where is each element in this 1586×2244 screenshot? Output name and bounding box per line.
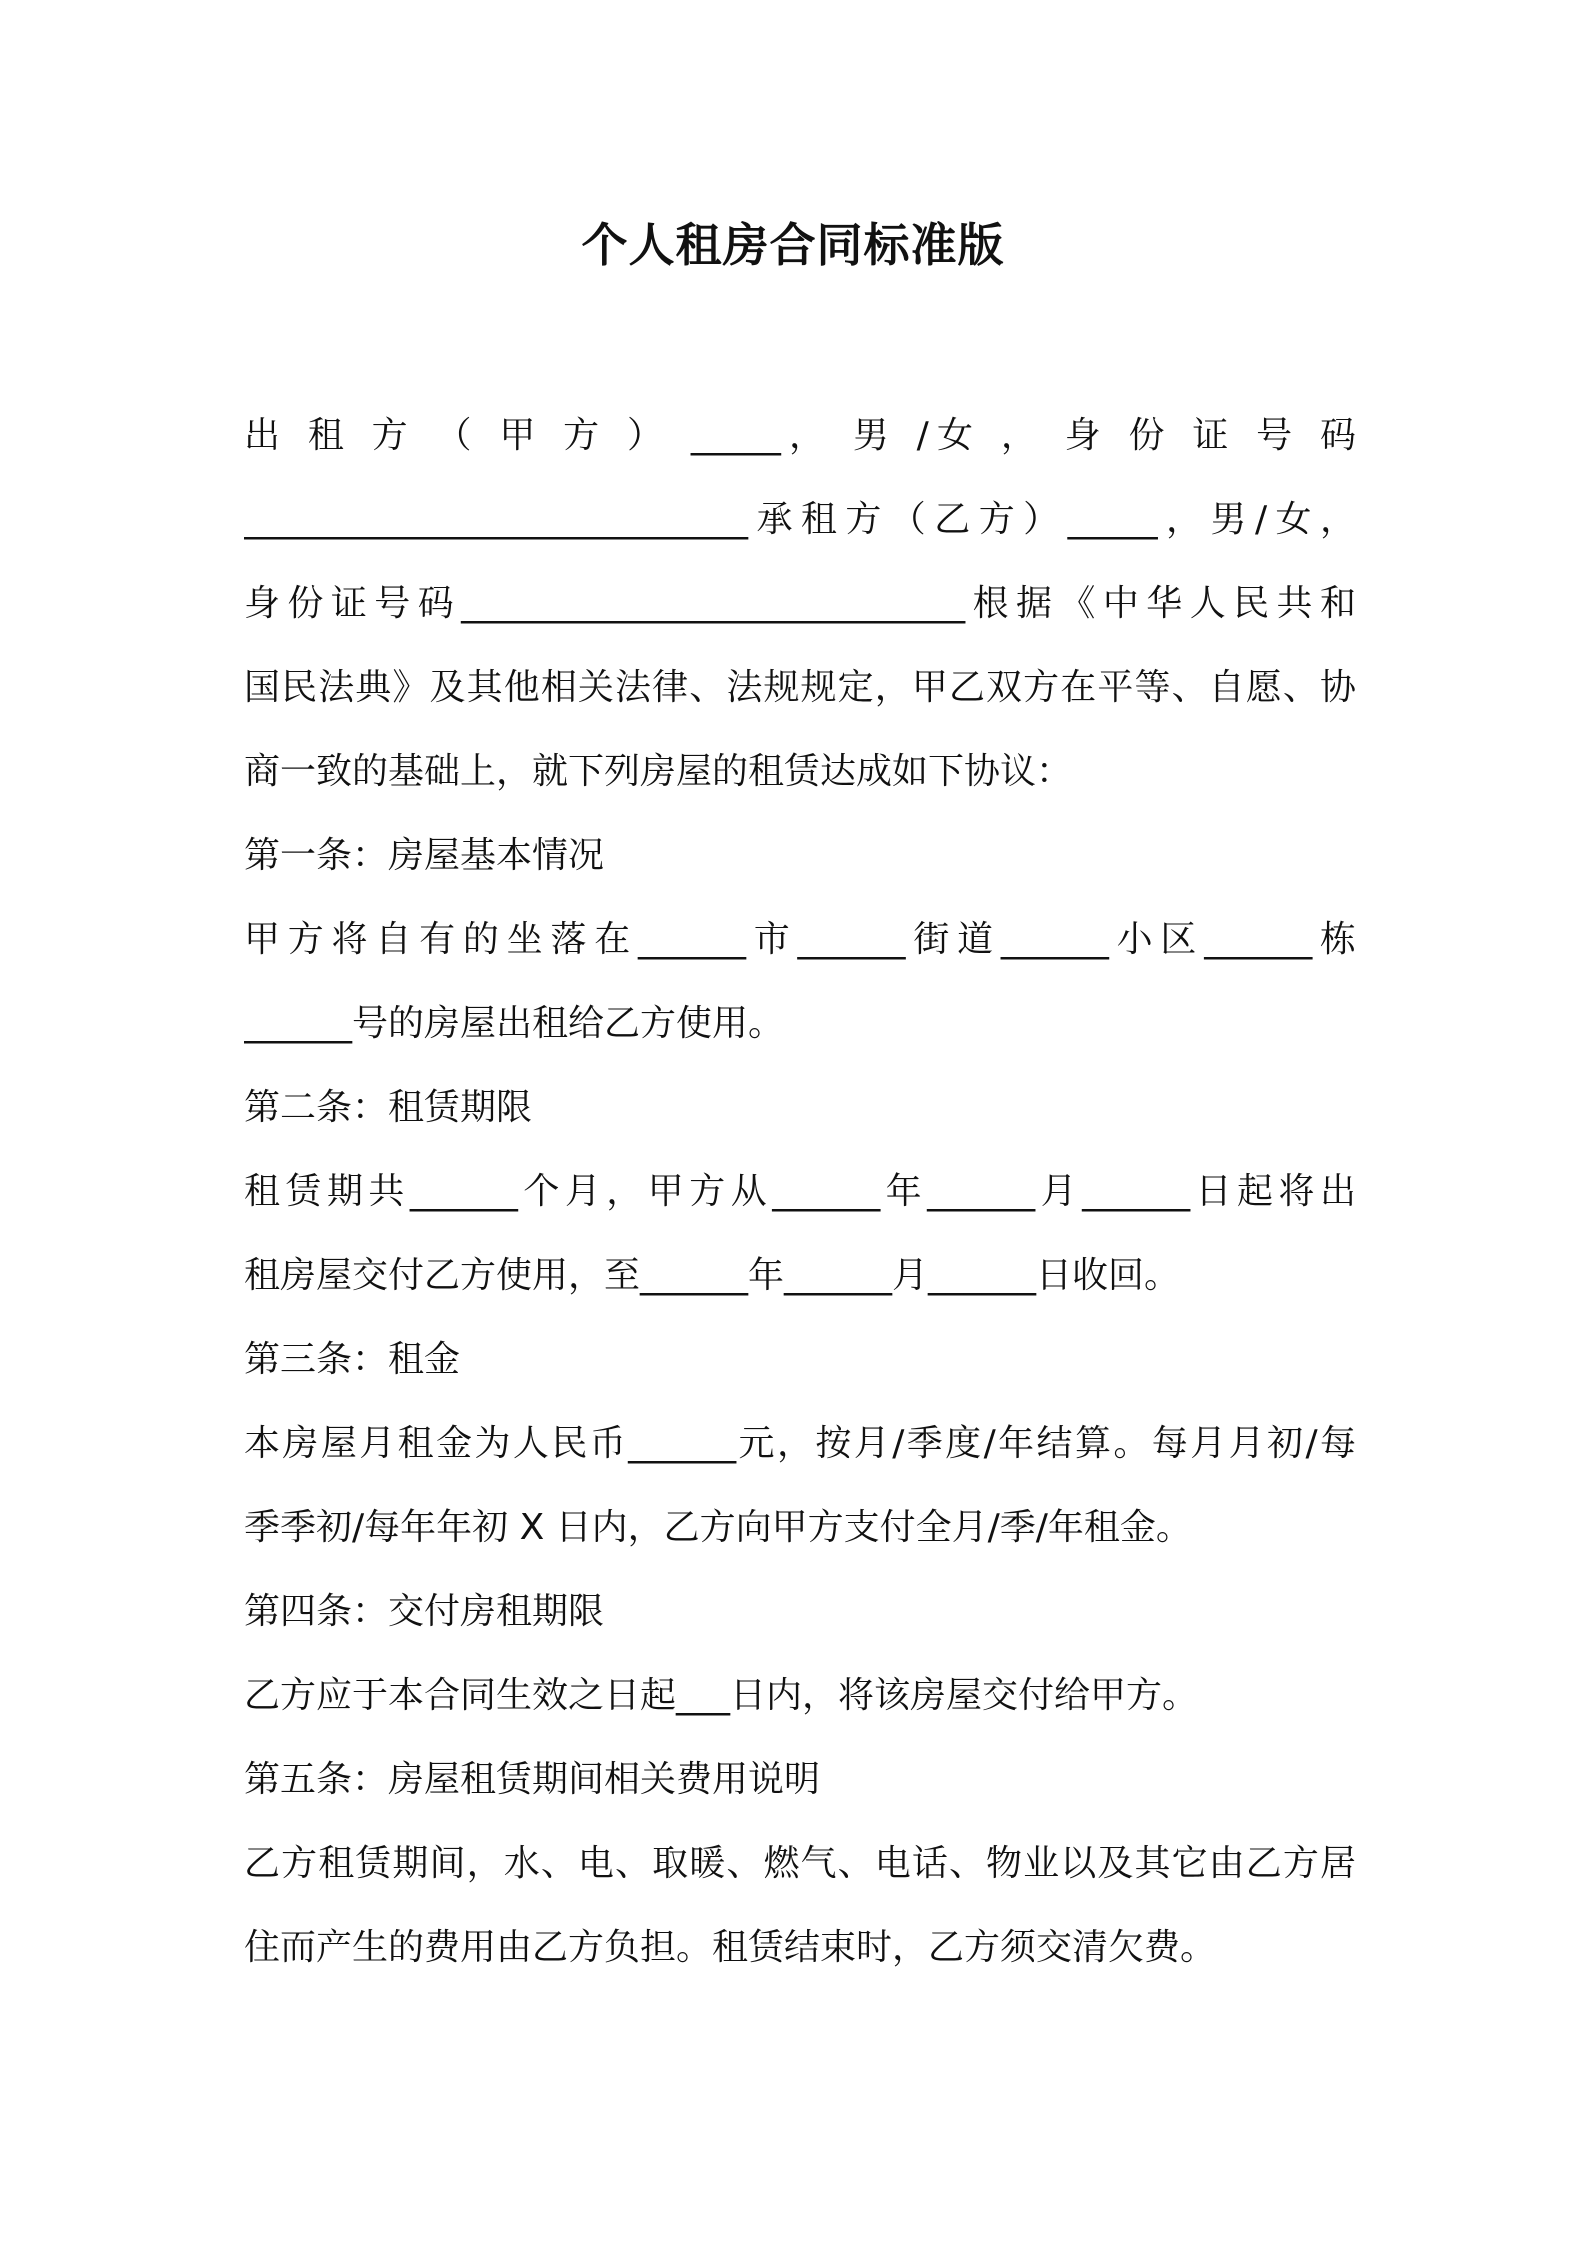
preamble-end-line: 商一致的基础上，就下列房屋的租赁达成如下协议： bbox=[244, 751, 1073, 792]
article-3-text: 本房屋月租金为人民币______元，按月/季度/年结算。每月月初/每 bbox=[244, 1423, 1356, 1464]
document-title: 个人租房合同标准版 bbox=[581, 218, 1005, 272]
party-a-line: 出 租 方 （ 甲 方 ） _____， 男 /女 ， 身 份 证 号 码 bbox=[244, 415, 1356, 456]
article-2-text: 租赁期共______个月，甲方从______年______月______日起将出 bbox=[244, 1171, 1356, 1212]
article-4-text: 乙方应于本合同生效之日起___日内，将该房屋交付给甲方。 bbox=[244, 1675, 1199, 1716]
article-5-heading: 第五条：房屋租赁期间相关费用说明 bbox=[244, 1759, 821, 1800]
article-3-text-end: 季季初/每年年初 X 日内，乙方向甲方支付全月/季/年租金。 bbox=[244, 1507, 1192, 1548]
article-2-text-end: 租房屋交付乙方使用，至______年______月______日收回。 bbox=[244, 1255, 1181, 1296]
party-b-line: ____________________________承租方（乙方）_____，男/女， bbox=[244, 499, 1356, 540]
article-1-text: 甲方将自有的坐落在______市______街道______小区______栋 bbox=[244, 919, 1356, 960]
party-b-id-line: 身份证号码____________________________根据《中华人民共和 bbox=[244, 583, 1356, 624]
article-3-heading: 第三条：租金 bbox=[244, 1339, 461, 1380]
article-2-heading: 第二条：租赁期限 bbox=[244, 1087, 533, 1128]
article-5-text-end: 住而产生的费用由乙方负担。租赁结束时，乙方须交清欠费。 bbox=[244, 1927, 1217, 1968]
article-4-heading: 第四条：交付房租期限 bbox=[244, 1591, 605, 1632]
preamble-line: 国民法典》及其他相关法律、法规规定，甲乙双方在平等、自愿、协 bbox=[244, 667, 1356, 708]
article-1-text-end: ______号的房屋出租给乙方使用。 bbox=[244, 1003, 785, 1044]
document-body bbox=[244, 394, 1356, 1990]
article-1-heading: 第一条：房屋基本情况 bbox=[244, 835, 605, 876]
article-5-text: 乙方租赁期间，水、电、取暖、燃气、电话、物业以及其它由乙方居 bbox=[244, 1843, 1356, 1884]
